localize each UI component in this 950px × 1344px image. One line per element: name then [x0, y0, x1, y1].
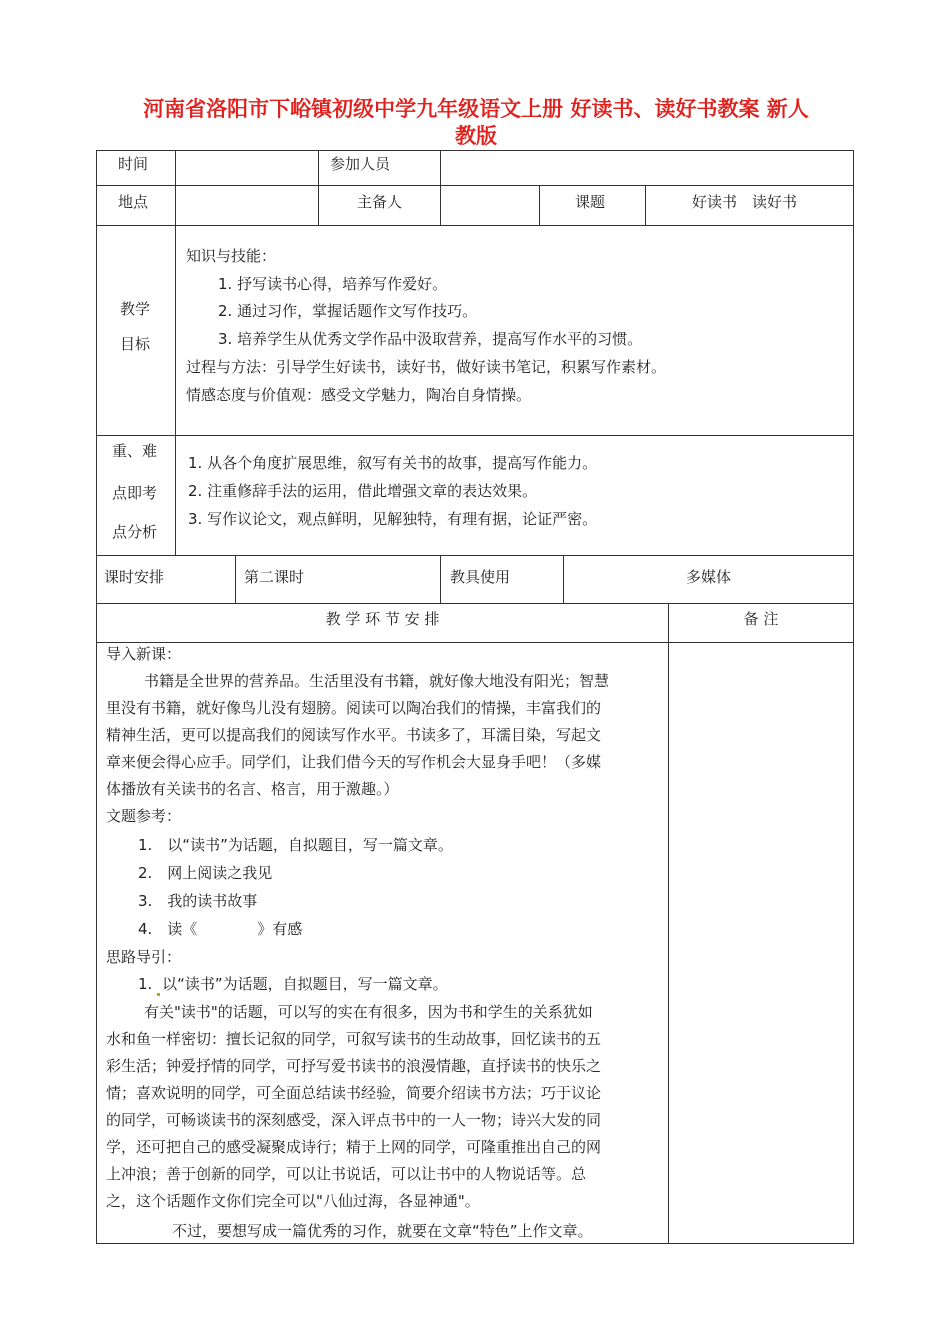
period-value: 第二课时	[244, 568, 305, 586]
row-divider	[96, 225, 854, 226]
guide-line: 彩生活；钟爱抒情的同学，可抒写爱书读书的浪漫情趣，直抒读书的快乐之	[106, 1057, 602, 1075]
guide-item	[138, 971, 448, 998]
key-points-label-3: 点分析	[112, 523, 158, 541]
table-border-top	[96, 150, 854, 151]
intro-line: 书籍是全世界的营养品。生活里没有书籍，就好像大地没有阳光；智慧	[144, 672, 610, 690]
title-line-2: 教版	[455, 124, 497, 148]
reference-item: 2. 网上阅读之我见	[138, 864, 273, 882]
row-divider	[96, 555, 854, 556]
col-divider	[440, 555, 441, 603]
process-objective: 过程与方法：引导学生好读书，读好书，做好读书笔记，积累写作素材。	[186, 358, 667, 376]
guide-heading: 思路导引：	[106, 948, 182, 966]
table-border-left	[96, 150, 97, 1244]
reference-item: 4. 读《 》有感	[138, 920, 303, 938]
period-label: 课时安排	[104, 568, 165, 586]
col-divider	[175, 150, 176, 225]
col-divider	[440, 150, 441, 225]
closing-line: 不过，要想写成一篇优秀的习作，就要在文章“特色”上作文章。	[172, 1222, 593, 1240]
objectives-label-1: 教学	[120, 300, 151, 318]
key-point-item: 3. 写作议论文，观点鲜明，见解独特，有理有据，论证严密。	[188, 510, 598, 528]
guide-line: 水和鱼一样密切：擅长记叙的同学，可叙写读书的生动故事，回忆读书的五	[106, 1030, 602, 1048]
intro-line: 体播放有关读书的名言、格言，用于激趣。）	[106, 780, 399, 798]
guide-item-number: 1.	[138, 975, 158, 993]
objective-item: 1. 抒写读书心得，培养写作爱好。	[218, 275, 448, 293]
row-divider	[96, 185, 854, 186]
emotion-objective: 情感态度与价值观：感受文学魅力，陶冶自身情操。	[186, 386, 532, 404]
location-label: 地点	[118, 193, 149, 211]
participants-label: 参加人员	[330, 155, 391, 173]
steps-header: 教 学 环 节 安 排	[325, 610, 440, 628]
intro-line: 里没有书籍，就好像鸟儿没有翅膀。阅读可以陶冶我们的情操，丰富我们的	[106, 699, 602, 717]
key-points-label-2: 点即考	[112, 484, 158, 502]
key-point-item: 1. 从各个角度扩展思维，叙写有关书的故事，提高写作能力。	[188, 454, 598, 472]
objectives-label-2: 目标	[120, 335, 151, 353]
notes-header: 备 注	[743, 610, 779, 628]
guide-line: 之，这个话题作文你们完全可以"八仙过海，各显神通"。	[106, 1192, 480, 1210]
reference-heading: 文题参考：	[106, 807, 182, 825]
marker-dot	[157, 993, 160, 996]
guide-line: 上冲浪；善于创新的同学，可以让书说话，可以让书中的人物说话等。总	[106, 1165, 587, 1183]
title-line-1: 河南省洛阳市下峪镇初级中学九年级语文上册 好读书、读好书教案 新人	[143, 97, 809, 121]
tools-label: 教具使用	[450, 568, 511, 586]
key-point-item: 2. 注重修辞手法的运用，借此增强文章的表达效果。	[188, 482, 538, 500]
document-title	[96, 96, 856, 150]
col-divider	[235, 555, 236, 603]
key-points-label-1: 重、难	[112, 442, 158, 460]
guide-line: 情；喜欢说明的同学，可全面总结读书经验，简要介绍读书方法；巧于议论	[106, 1084, 602, 1102]
guide-line: 的同学，可畅谈读书的深刻感受，深入评点书中的一人一物；诗兴大发的同	[106, 1111, 602, 1129]
row-divider	[96, 435, 854, 436]
objective-item: 3. 培养学生从优秀文学作品中汲取营养，提高写作水平的习惯。	[218, 330, 643, 348]
time-label: 时间	[118, 155, 149, 173]
knowledge-heading: 知识与技能：	[186, 247, 277, 265]
reference-item: 1. 以“读书”为话题，自拟题目，写一篇文章。	[138, 836, 453, 854]
col-divider	[539, 185, 540, 225]
reference-item: 3. 我的读书故事	[138, 892, 258, 910]
topic-label: 课题	[575, 193, 606, 211]
table-border-right	[853, 150, 854, 1244]
guide-line: 有关"读书"的话题，可以写的实在有很多，因为书和学生的关系犹如	[144, 1003, 593, 1021]
col-divider	[318, 150, 319, 225]
notes-column-divider	[668, 603, 669, 1243]
col-divider	[645, 185, 646, 225]
row-divider	[96, 642, 854, 643]
row-divider	[96, 603, 854, 604]
intro-line: 章来便会得心应手。同学们，让我们借今天的写作机会大显身手吧！（多媒	[106, 753, 602, 771]
guide-item-text: 以“读书”为话题，自拟题目，写一篇文章。	[162, 975, 448, 993]
col-divider	[563, 555, 564, 603]
intro-heading: 导入新课：	[106, 645, 182, 663]
guide-line: 学，还可把自己的感受凝聚成诗行；精于上网的同学，可隆重推出自己的网	[106, 1138, 602, 1156]
topic-value: 好读书 读好书	[692, 193, 798, 211]
objective-item: 2. 通过习作，掌握话题作文写作技巧。	[218, 302, 478, 320]
tools-value: 多媒体	[686, 568, 732, 586]
host-label: 主备人	[357, 193, 403, 211]
col-divider	[175, 225, 176, 555]
intro-line: 精神生活，更可以提高我们的阅读写作水平。书读多了，耳濡目染，写起文	[106, 726, 602, 744]
